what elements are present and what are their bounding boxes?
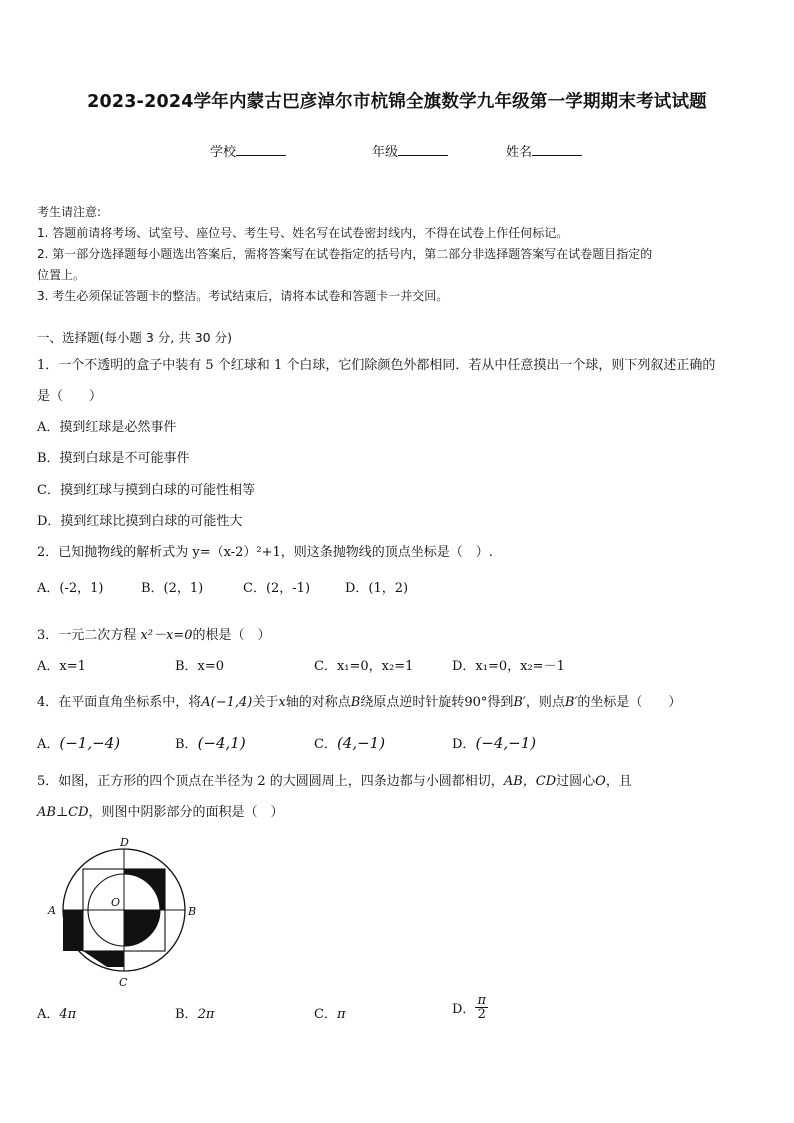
q5-option-a-value: 4π (59, 1007, 77, 1022)
q5-stem-line1: 5．如图，正方形的四个顶点在半径为 2 的大圆圆周上，四条边都与小圆都相切， (37, 774, 504, 789)
notice-item: 3. 考生必须保证答题卡的整洁。考试结束后，请将本试卷和答题卡一并交回。 (37, 289, 449, 303)
q4-option-b-value: (−4,1) (197, 734, 246, 752)
q4-point-bprime: B′ (513, 695, 526, 710)
q4-option-c-value: (4,−1) (336, 734, 386, 752)
label-a: A (48, 904, 56, 917)
q5-figure (40, 830, 210, 992)
fraction-numerator: π (477, 993, 486, 1008)
name-blank (532, 144, 582, 156)
q3-stem (37, 624, 270, 643)
grade-label: 年级 (372, 145, 399, 160)
label-c: C (119, 976, 128, 989)
q2-option-b: B．(2，1) (141, 581, 204, 596)
q4-option-b-label: B． (175, 737, 198, 752)
q5-stem-line2-math: AB⊥CD (37, 805, 89, 820)
q4-option-b (175, 733, 246, 752)
q4-stem-suffix: 的坐标是（ ） (577, 695, 682, 710)
notice-item: 1. 答题前请将考场、试室号、座位号、考生号、姓名写在试卷密封线内，不得在试卷上作任何标记。 (37, 226, 569, 240)
q5-option-a (37, 1003, 76, 1022)
q4-option-d-value: (−4,−1) (475, 734, 537, 752)
notice-item: 位置上。 (37, 268, 86, 282)
q4-stem (37, 691, 681, 710)
q5-stem-math1: AB，CD (503, 774, 557, 789)
notice-heading: 考生请注意: (37, 205, 102, 219)
q4-option-a-label: A． (37, 737, 60, 752)
q2-option-c: C．(2，-1) (243, 581, 311, 596)
q3-stem-suffix: 的根是（ ） (192, 628, 271, 643)
q4-stem-mid4: ，则点 (525, 695, 565, 710)
q4-option-a-value: (−1,−4) (59, 734, 121, 752)
q4-option-c-label: C． (314, 737, 337, 752)
q3-option-d: D．x₁=0，x₂=－1 (452, 659, 565, 674)
q3-option-c: C．x₁=0，x₂=1 (314, 659, 414, 674)
q5-stem-mid: 过圆心 (556, 774, 596, 789)
q2-stem: 2．已知抛物线的解析式为 y=（x-2）²+1，则这条抛物线的顶点坐标是（ ）. (37, 545, 493, 560)
q5-option-b-label: B． (175, 1007, 198, 1022)
q5-option-a-label: A． (37, 1007, 60, 1022)
q2-option-d: D．(1，2) (345, 581, 409, 596)
q4-option-a (37, 733, 120, 752)
q2-option-a: A．(-2，1) (37, 581, 104, 596)
q5-option-c (314, 1003, 346, 1022)
shaded-region-left-inner (83, 910, 124, 951)
q1-stem: 1．一个不透明的盒子中装有 5 个红球和 1 个白球，它们除颜色外都相同．若从中任意摸出一个球，则下列叙述正确的 (37, 358, 716, 373)
q5-option-b-value: 2π (197, 1007, 215, 1022)
q5-stem (37, 770, 632, 789)
page-title: 2023-2024学年内蒙古巴彦淖尔市杭锦全旗数学九年级第一学期期末考试试题 (87, 92, 707, 112)
notice-item: 2. 第一部分选择题每小题选出答案后，需将答案写在试卷指定的括号内，第二部分非选择题答案写在试卷题目指定的 (37, 247, 653, 261)
label-o: O (111, 896, 121, 909)
q4-option-d-label: D． (452, 737, 476, 752)
section-heading: 一、选择题(每小题 3 分, 共 30 分) (37, 330, 232, 345)
shaded-region-top-right (124, 869, 165, 910)
q4-stem-prefix: 4．在平面直角坐标系中，将 (37, 695, 202, 710)
q5-stem-end: ，且 (605, 774, 632, 789)
q3-equation: x²－x=0 (140, 628, 193, 643)
q4-option-c (314, 733, 385, 752)
school-field (210, 141, 286, 160)
q5-option-d-label: D． (452, 1002, 476, 1017)
q5-option-d-fraction (475, 994, 488, 1021)
school-label: 学校 (210, 145, 237, 160)
q1-option-b: B．摸到白球是不可能事件 (37, 451, 190, 466)
q1-option-a: A．摸到红球是必然事件 (37, 420, 177, 435)
q4-point-b: B (350, 695, 361, 710)
q4-option-d (452, 733, 536, 752)
q5-option-b (175, 1003, 214, 1022)
shaded-regions (63, 869, 165, 967)
name-field (506, 141, 582, 160)
q3-option-a: A．x=1 (37, 659, 86, 674)
q3-stem-prefix: 3．一元二次方程 (37, 628, 137, 643)
q5-stem-math2: O (595, 774, 606, 789)
q5-stem-cont (37, 801, 284, 820)
label-b: B (188, 905, 197, 918)
fraction-denominator: 2 (477, 1007, 486, 1022)
q4-stem-mid2: 轴的对称点 (285, 695, 351, 710)
q1-option-d: D．摸到红球比摸到白球的可能性大 (37, 514, 243, 529)
grade-blank (398, 144, 448, 156)
q1-option-c: C．摸到红球与摸到白球的可能性相等 (37, 483, 255, 498)
school-blank (236, 144, 286, 156)
q5-option-c-value: π (336, 1007, 346, 1022)
name-label: 姓名 (506, 145, 533, 160)
q3-option-b: B．x=0 (175, 659, 225, 674)
q1-stem-cont: 是（ ） (37, 389, 103, 404)
q5-stem-line2: ，则图中阴影部分的面积是（ ） (88, 805, 284, 820)
q4-point-bprime-2: B′ (564, 695, 578, 710)
grade-field (372, 141, 448, 160)
label-d: D (120, 836, 129, 849)
q4-point-a: A(−1,4) (201, 695, 253, 710)
q4-stem-mid3: 绕原点逆时针旋转90°得到 (360, 695, 514, 710)
shaded-region-bottom (83, 951, 124, 967)
q4-stem-mid1: 关于 (252, 695, 279, 710)
q5-option-c-label: C． (314, 1007, 337, 1022)
q5-option-d (452, 994, 488, 1021)
q4-axis: x (278, 695, 286, 710)
